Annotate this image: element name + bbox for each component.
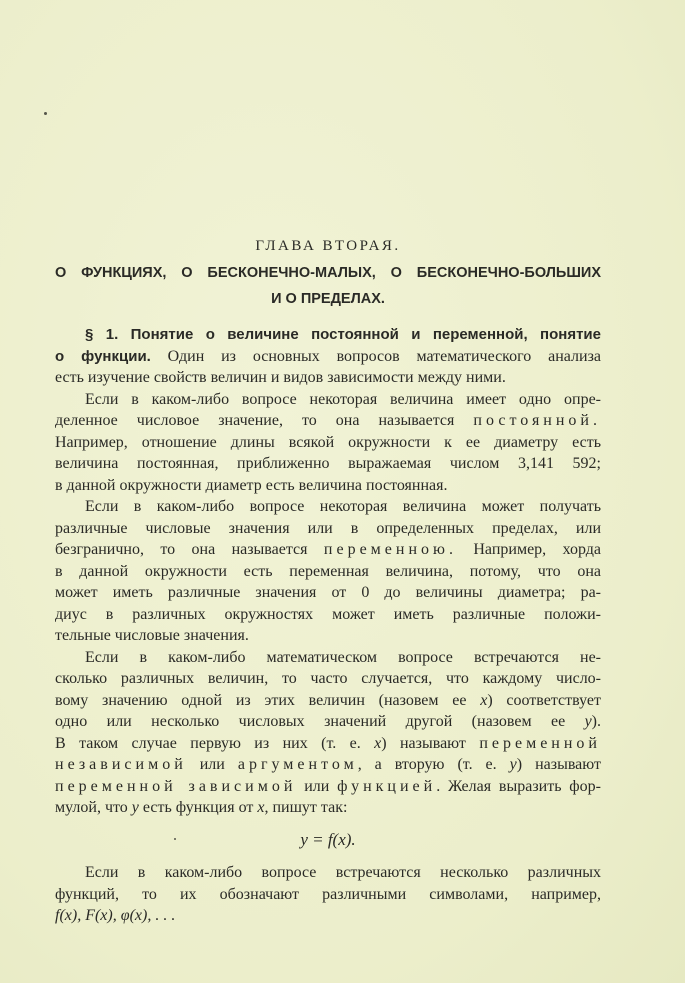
text-line <box>55 668 601 690</box>
text-segment: вому значению одной из этих величин (назовем ее <box>55 691 481 709</box>
text-segment: одно или несколько числовых значений другой (назовем ее <box>55 713 585 730</box>
emphasized-term: функцией <box>337 777 437 795</box>
text-segment: сколько различных величин, то часто случается, что каждому число- <box>55 670 601 687</box>
text-line <box>55 453 601 475</box>
body-text <box>55 324 601 927</box>
text-line <box>55 561 601 583</box>
text-segment: безгранично, то она называется <box>55 541 324 558</box>
text-segment: Один из основных вопросов математического анализа <box>150 347 602 365</box>
text-segment: мулой, что <box>55 799 132 816</box>
text-line <box>55 862 601 884</box>
chapter-title-line-1: О ФУНКЦИЯХ, О БЕСКОНЕЧНО-МАЛЫХ, О БЕСКОНЕЧНО-БОЛЬШИХ <box>55 265 601 281</box>
text-segment: деленное числовое значение, то она называется <box>55 412 474 429</box>
text-line <box>55 324 601 346</box>
chapter-title-line-2: И О ПРЕДЕЛАХ. <box>271 291 385 307</box>
text-line <box>55 604 601 626</box>
emphasized-term: постоянной. <box>473 412 601 429</box>
math-symbol: f(x), F(x), φ(x), . . . <box>55 907 176 924</box>
text-segment: Если в каком-либо вопросе встречаются несколько различных <box>85 864 601 881</box>
text-line <box>55 539 601 561</box>
math-symbol: y <box>131 799 139 816</box>
text-segment: или <box>186 756 238 773</box>
text-segment: . Желая выразить фор- <box>436 777 601 795</box>
text-line <box>55 625 601 647</box>
text-segment: диус в различных окружностях может иметь различные положи- <box>55 605 601 623</box>
text-segment: ) соответствует <box>487 691 601 709</box>
text-line <box>55 389 601 411</box>
text-line <box>55 647 601 669</box>
paragraph <box>55 389 601 497</box>
text-segment: В таком случае первую из них (т. е. <box>55 734 375 752</box>
text-line <box>55 905 601 927</box>
math-symbol: x <box>480 691 488 709</box>
text-line <box>55 711 601 733</box>
paragraph <box>55 647 601 819</box>
text-segment: или <box>296 777 338 795</box>
text-line <box>55 884 601 906</box>
text-line <box>55 518 601 540</box>
text-segment: ). <box>591 713 601 730</box>
text-segment: функций, то их обозначают различными символами, например, <box>55 885 601 903</box>
paragraphs <box>55 324 601 819</box>
text-segment: ) называют <box>381 734 480 752</box>
scan-speck <box>44 112 47 115</box>
section-heading: о функции. <box>55 347 151 365</box>
math-symbol: y <box>584 713 592 730</box>
text-line <box>55 475 601 497</box>
emphasized-term: переменной зависимой <box>55 777 297 795</box>
text-line <box>55 733 601 755</box>
text-segment: ) называют <box>516 756 601 773</box>
text-segment: , а вторую (т. е. <box>357 756 510 773</box>
text-segment: тельные числовые значения. <box>55 627 249 644</box>
text-segment: в данной окружности есть переменная величина, потому, что она <box>55 562 601 580</box>
math-symbol: x <box>374 734 382 752</box>
formula: y = f(x). <box>300 830 356 849</box>
text-line <box>55 410 601 432</box>
paragraph <box>55 324 601 389</box>
section-heading: § 1. Понятие о величине постоянной и переменной, понятие <box>85 326 601 343</box>
text-segment: величина постоянная, приближенно выражаемая числом 3,141 592; <box>55 455 601 472</box>
text-line <box>55 432 601 454</box>
math-symbol: x <box>257 799 265 816</box>
text-line <box>55 496 601 518</box>
text-segment: есть функция от <box>138 799 258 816</box>
text-segment: Если в каком-либо вопросе некоторая величина может получать <box>85 498 601 515</box>
text-segment: может иметь различные значения от 0 до величины диаметра; ра- <box>55 584 601 601</box>
text-line <box>55 690 601 712</box>
math-symbol: y <box>509 756 517 773</box>
text-segment: , пишут так: <box>264 799 348 816</box>
text-line <box>55 346 601 368</box>
text-line <box>55 582 601 604</box>
text-segment: есть изучение свойств величин и видов зависимости между ними. <box>55 369 506 386</box>
text-segment: Если в каком-либо вопросе некоторая величина имеет одно опре- <box>85 390 601 408</box>
text-segment: Если в каком-либо математическом вопросе встречаются не- <box>85 648 601 666</box>
chapter-number: ГЛАВА ВТОРАЯ. <box>255 238 401 254</box>
emphasized-term: аргументом <box>237 756 358 773</box>
text-segment: Например, отношение длины всякой окружности к ее диаметру есть <box>55 433 601 451</box>
text-segment: в данной окружности диаметр есть величина постоянная. <box>55 476 448 494</box>
text-line <box>55 776 601 798</box>
emphasized-term: независимой <box>55 756 187 773</box>
scan-speck <box>174 838 176 840</box>
closing-paragraph <box>55 862 601 927</box>
emphasized-term: переменной <box>479 734 601 752</box>
paragraph <box>55 862 601 927</box>
text-segment: различные числовые значения или в определенных пределах, или <box>55 519 601 537</box>
text-line <box>55 797 601 819</box>
text-line <box>55 367 601 389</box>
paragraph <box>55 496 601 647</box>
emphasized-term: переменною. <box>323 541 457 558</box>
text-segment: Например, хорда <box>456 541 601 558</box>
text-line <box>55 754 601 776</box>
